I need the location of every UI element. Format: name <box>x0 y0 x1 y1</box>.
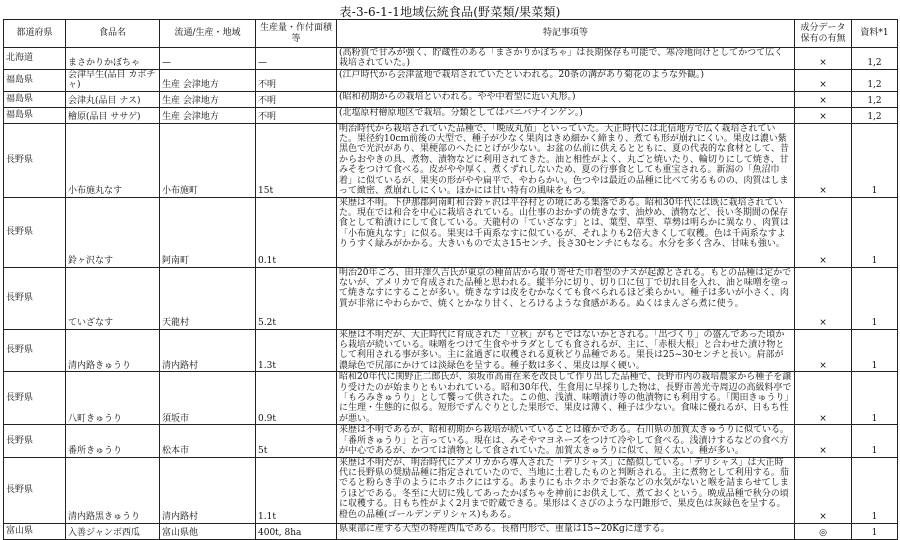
traditional-food-table <box>3 19 898 540</box>
amount-cell: 15t <box>256 123 337 197</box>
notes-cell: 来歴は不明だが、明治時代にアメリカから導入された「デリシャス」に酷似している。「デリシャス」は大正時代に長野県の奨励品種に指定されていたので、当地に土着したものと判断される。主に煮物として利用する。茄でると粉らき芋のようにホクホクにはする。あまりにもホクホクでお茶などの水気がないと喉を詰まらせてしまうほどである。冬至に大切に残してあったかぼちゃを神前にお供えして、煮ておくという。晩成品種で秋分の頃に収穫する。日もち性がよく2月まで貯蔵できる。果形はくさびのような円錐形で、果皮色は灰緑色を呈する。橙色の品種(ゴールデンデリシャス)もある。 <box>337 457 795 523</box>
header-production-amount: 生産量・作付面積等 <box>256 20 337 48</box>
component-data-cell: × <box>795 91 852 107</box>
prefecture-cell: 長野県 <box>4 123 66 197</box>
header-reference: 資料*1 <box>852 20 898 48</box>
component-data-cell: × <box>795 123 852 197</box>
amount-cell: 5t <box>256 425 337 457</box>
reference-cell: 1,2 <box>852 107 898 123</box>
header-distribution-area: 流通/生産・地域 <box>160 20 256 48</box>
prefecture-cell: 長野県 <box>4 372 66 425</box>
component-data-cell: × <box>795 48 852 70</box>
table-row <box>4 107 898 123</box>
table-row <box>4 457 898 523</box>
amount-cell: 不明 <box>256 69 337 91</box>
reference-cell: 1 <box>852 123 898 197</box>
header-component-data: 成分データ保有の有無 <box>795 20 852 48</box>
component-data-cell: × <box>795 69 852 91</box>
food-name-cell: 八町きゅうり <box>66 372 160 425</box>
reference-cell: 1 <box>852 425 898 457</box>
table-row <box>4 523 898 539</box>
prefecture-cell: 長野県 <box>4 329 66 372</box>
area-cell: 須坂市 <box>160 372 256 425</box>
notes-cell: 昭和20年代に関野正二郎氏が、須坂市高甫在来を改良して作り出した品種で、長野市内の栽培農家から種子を譲り受けたのが始まりともいわれている。昭和30年代、生食用に早採りした物は、長野市善光寺周辺の高級料亭で「もろみきゅうり」として饗って供された。この他、浅漬、味噌漬け等の他漬物にも利用する。「関田きゅうり」に生理・生態的に似る。短形でずんぐりとした果形で、果皮は薄く、種子は少ない。食味に優れるが、日もち性が悪い。 <box>337 372 795 425</box>
amount-cell: 不明 <box>256 107 337 123</box>
page-title: 表-3-6-1-1地域伝統食品(野菜類/果菜類) <box>339 5 561 19</box>
food-name-cell: 番所きゅうり <box>66 425 160 457</box>
area-cell: 阿南町 <box>160 197 256 267</box>
notes-cell: 明治時代から栽培されていた品種で、「晩成丸茄」といっていた。大正時代には北信地方で広く栽培されていた。果径約10cm前後の大型で、種子が少なく果肉はきめ細かく締まり、煮ても形が崩れにくい。果皮は濃い紫黒色で光沢があり、果梗部のへたにとげが少ない。お盆の仏前に供えるとともに、夏の代表的な食材として、昔からおやきの具、煮物、漬物などに利用されてきた。油と相性がよく、丸ごと焼いたり、輪切りにして焼き、甘みそをつけて食べる。皮がやや厚く、煮くずれしないため、夏の行事食としても重宝される。新潟の「魚沼巾着」に似ているが、果実の形がやや扁平で、やわらかい。色つやは最近の品種に比べて劣るものの、肉質はしまって緻密、煮崩れしにくい。ほかには甘い特有の風味をもつ。 <box>337 123 795 197</box>
component-data-cell: × <box>795 457 852 523</box>
prefecture-cell: 長野県 <box>4 197 66 267</box>
area-cell: 天龍村 <box>160 267 256 329</box>
notes-cell: 来歴は不明。下伊那郡阿南町和合鈴ヶ沢は平谷村との境にある集落である。昭和30年代には既に栽培されていた。現在では和合を中心に栽培されている。山仕事のおかずの焼きなす、油炒め、漬物など、長い冬期間の保存食として粕漬けにして食している。天龍村の「ていざなす」とは、葉型、草型、草勢は明らかに異なり、肉質は「小布施丸なす」に似る。果実は千両系なすに似ているが、それよりも2倍大きくして収穫。色は千両系なすよりうすく緑みがかかる。大きいもので太さ15センチ、長さ30センチにもなる。水分を多く含み、甘味も強い。 <box>337 197 795 267</box>
reference-cell: 1 <box>852 197 898 267</box>
table-row <box>4 48 898 70</box>
reference-cell: 1,2 <box>852 48 898 70</box>
notes-cell: (北塩原村檜原地区で栽培。分類としてはバニバナインゲン。) <box>337 107 795 123</box>
component-data-cell: × <box>795 425 852 457</box>
table-row <box>4 267 898 329</box>
prefecture-cell: 長野県 <box>4 425 66 457</box>
table-row <box>4 69 898 91</box>
food-name-cell: 小布施丸なす <box>66 123 160 197</box>
food-name-cell: 檜原(品目 ササゲ) <box>66 107 160 123</box>
food-name-cell: 鈴ヶ沢なす <box>66 197 160 267</box>
header-notes: 特記事項等 <box>337 20 795 48</box>
food-name-cell: 入善ジャンボ西瓜 <box>66 523 160 539</box>
area-cell: 松本市 <box>160 425 256 457</box>
header-row <box>4 20 898 48</box>
food-name-cell: 会津丸(品目 ナス) <box>66 91 160 107</box>
area-cell: — <box>160 48 256 70</box>
amount-cell: 0.9t <box>256 372 337 425</box>
component-data-cell: ◎ <box>795 523 852 539</box>
food-name-cell: ていざなす <box>66 267 160 329</box>
notes-cell: 県東部に産する大型の特産西瓜である。長楕円形で、重量は15~20Kgに達する。 <box>337 523 795 539</box>
notes-cell: (江戸時代から会津盆地で栽培されていたといわれる。20条の溝があり菊花のような外観。) <box>337 69 795 91</box>
reference-cell: 1 <box>852 372 898 425</box>
notes-cell: 来歴は不明であるが、昭和初期から栽培が続いていることは確かである。石川県の加賀太きゅうりに似ている。「番所きゅうり」と言っている。現在は、みそやマヨネーズをつけて冷やして食べる。浅漬けするなどの食べ方が中心であるが、かつては漬物として食されていた。加賀太きゅうりに似て、短く太い。種が多い。 <box>337 425 795 457</box>
component-data-cell: × <box>795 107 852 123</box>
reference-cell: 1,2 <box>852 69 898 91</box>
reference-cell: 1 <box>852 457 898 523</box>
area-cell: 生産 会津地方 <box>160 91 256 107</box>
area-cell: 生産 会津地方 <box>160 69 256 91</box>
area-cell: 清内路村 <box>160 329 256 372</box>
reference-cell: 1,2 <box>852 91 898 107</box>
prefecture-cell: 富山県 <box>4 523 66 539</box>
area-cell: 生産 会津地方 <box>160 107 256 123</box>
amount-cell: 400t, 8ha <box>256 523 337 539</box>
table-row <box>4 91 898 107</box>
table-row <box>4 372 898 425</box>
notes-cell: (昭和初期からの栽培といわれる。やや中着型に近い丸形。) <box>337 91 795 107</box>
food-name-cell: まさかりかぼちゃ <box>66 48 160 70</box>
reference-cell: 1 <box>852 523 898 539</box>
amount-cell: 1.3t <box>256 329 337 372</box>
amount-cell: 0.1t <box>256 197 337 267</box>
component-data-cell: × <box>795 329 852 372</box>
notes-cell: 来歴は不明だが、大正時代に育成された「立秋」がもとではないかとされる。「出づくり」の盛んであった頃から栽培が続いている。味噌をつけて生食やサラダとしても食されるが、主に、「赤根大根」と合わせた漬け物として利用される事が多い。主に盆過ぎに収穫される夏秋どり品種である。果長は25~30センチと長い。肩部が濃緑色で尻部にかけては淡緑色を呈する。種子数は多く、果皮は厚く硬い。 <box>337 329 795 372</box>
prefecture-cell: 長野県 <box>4 457 66 523</box>
component-data-cell: × <box>795 267 852 329</box>
prefecture-cell: 福島県 <box>4 69 66 91</box>
reference-cell: 1 <box>852 267 898 329</box>
table-body <box>4 48 898 540</box>
component-data-cell: × <box>795 197 852 267</box>
reference-cell: 1 <box>852 329 898 372</box>
area-cell: 小布施町 <box>160 123 256 197</box>
food-name-cell: 清内路きゅうり <box>66 329 160 372</box>
prefecture-cell: 北海道 <box>4 48 66 70</box>
notes-cell: 明治20年ごろ、田井澤久吉氏が東京の種苗店から取り寄せた巾着型のナスが起源とされる。もとの品種は定かでないが、アメリカで育成された品種と思われる。縦半分に切り、切り口に包丁で切れ目を入れ、油と味噌を塗って焼きなすにすることが多い。焼きなすは皮をむかなくても食べられるほど柔らかい。種子は多いが小さく、肉質が非常にやわらかで、焼くとかなり甘く、とろけるような食感がある。ぬくはまんざら煮に使う。 <box>337 267 795 329</box>
amount-cell: 1.1t <box>256 457 337 523</box>
amount-cell: — <box>256 48 337 70</box>
header-prefecture: 都道府県 <box>4 20 66 48</box>
amount-cell: 5.2t <box>256 267 337 329</box>
table-row <box>4 425 898 457</box>
notes-cell: (高粉質で甘みが強く、貯蔵性のある「まさかりかぼちゃ」は長期保存も可能で、寒冷地向けとしてかつて広く栽培されていた。) <box>337 48 795 70</box>
prefecture-cell: 福島県 <box>4 107 66 123</box>
table-row <box>4 123 898 197</box>
table-row <box>4 329 898 372</box>
prefecture-cell: 福島県 <box>4 91 66 107</box>
table-row <box>4 197 898 267</box>
area-cell: 富山県他 <box>160 523 256 539</box>
amount-cell: 不明 <box>256 91 337 107</box>
area-cell: 清内路村 <box>160 457 256 523</box>
food-name-cell: 会津早生(品目 カボチャ) <box>66 69 160 91</box>
header-food-name: 食品名 <box>66 20 160 48</box>
prefecture-cell: 長野県 <box>4 267 66 329</box>
food-name-cell: 清内路黒きゅうり <box>66 457 160 523</box>
component-data-cell: × <box>795 372 852 425</box>
